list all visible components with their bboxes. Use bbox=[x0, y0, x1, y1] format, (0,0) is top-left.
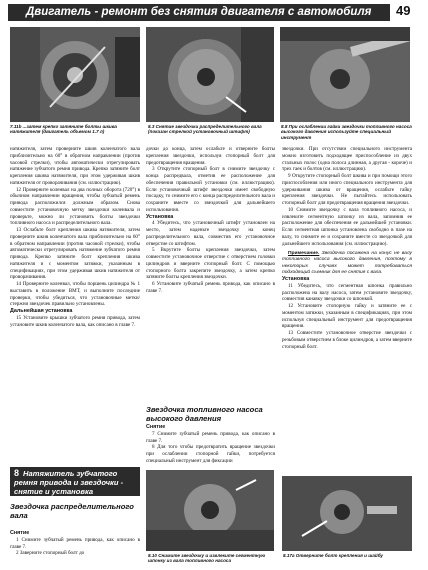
text-column-3 bbox=[282, 146, 412, 350]
figure-caption: 7.11b ...затем крепко затяните болты шкива натяжителя (двигатель объемом 1.7 л) bbox=[10, 124, 117, 135]
paragraph: 2 Заверните стопорный болт до bbox=[16, 550, 85, 557]
paragraph: 12 Установите стопорную гайку и затяните ее с моментом затяжки, указанным в спецификациях, при этом используя специальный инструмент для предотвращения вращения. bbox=[282, 303, 412, 330]
paragraph: звездочки. При отсутствии специального инструмента можно изготовить подходящее приспособление из двух стальных полос (одна полоса длинная, а другая - короче) и трех гаек и болтов (см. иллюстрацию). bbox=[282, 146, 412, 173]
paragraph: 10 Снимите звездочку с вала топливного насоса, и извлеките сегментную шпонку из вала, запомнив ее расположение для обеспечения ее дальнейшей установки. Если сегментная шпонка установлена свободно в пазе на валу, то снимите ее и сохраните вместе со звездочкой для дальнейшего использования (см. иллюстрацию). bbox=[282, 206, 412, 247]
paragraph: 14 Проверните коленвал, чтобы поршень цилиндра № 1 выставить в положение ВМТ, и выполните последние проверки, чтобы убедиться, что установочные метки/стержни звездочек правильно установлены. bbox=[10, 281, 140, 308]
paragraph: 15 Установите крышки зубчатого ремня привода, затем установите шкив коленчатого вала, как описано в главе 7. bbox=[10, 314, 140, 328]
engine-photo-pump-key bbox=[146, 470, 274, 551]
figure-caption: 8.17а Отверните болт крепления и шайбу bbox=[283, 553, 383, 558]
paragraph: 4 Убедитесь, что установочный штифт установлен на место, затем наденьте звездочку на конец распределительного вала, совместив его установочное отверстие со штифтом. bbox=[146, 220, 275, 247]
subheading: Установка bbox=[146, 213, 174, 220]
text-column-1 bbox=[10, 146, 140, 328]
figure-caption: 8.3 Снятие звездочки распределительного вала (показан стрелкой установочный штифт) bbox=[148, 124, 262, 135]
paragraph: 6 Установите зубчатый ремень привода, как описано в главе 7. bbox=[146, 281, 275, 294]
paragraph: 8 Для того чтобы предотвратить вращение звездочки при ослаблении стопорной гайки, потребуется специальный инструмент для фиксации bbox=[146, 444, 275, 464]
section-title: Натяжитель зубчатого ремня привода и звездочки - снятие и установка bbox=[14, 469, 124, 496]
paragraph: дочки до конца, затем ослабьте и отверните болты крепления звездочки, используя стопорный болт для предотвращения вращения. bbox=[146, 146, 275, 166]
paragraph: 3 Открутите стопорный болт в снимите звездочку с конца распредвала, отметив ее расположение для обеспечения правильной установки (см. иллюстрацию). Если установочный штифт звездочки имеет свободную посадку, то снимите его с конца распределительного вала и сохраните вместе со звездочкой для дальнейшего использования. bbox=[146, 166, 275, 213]
paragraph: 1 Снимите зубчатый ремень привода, как описано в главе 7. bbox=[10, 536, 140, 550]
section-heading-8 bbox=[10, 467, 140, 496]
page-header-title: Двигатель - ремонт без снятия двигателя с автомобиля bbox=[8, 4, 390, 21]
subsection-heading: Звездочка распределительного вала bbox=[10, 502, 134, 520]
paragraph: 9 Открутите стопорный болт шкива и при помощи этого приспособления или иного специального инструмента для удерживания шкива от вращения, ослабьте гайку крепления звездочки. Не пытайтесь использовать стопорный болт для предотвращения вращения звездочки. bbox=[282, 173, 412, 206]
section-number: 8 bbox=[14, 468, 20, 478]
engine-photo-pump-sprocket bbox=[280, 27, 410, 122]
page-number: 49 bbox=[396, 3, 411, 18]
engine-photo-tensioner bbox=[10, 27, 140, 122]
paragraph: 7 Снимите зубчатый ремень привода, как описано в главе 7. bbox=[146, 430, 275, 444]
paragraph: 12 Проверните коленвал на два полных оборота (720°) в обычном направлении вращения, чтобы зубчатый ремень привода расположился должным образом. Снова совместите установочную метку звездочки коленвала и проверьте, можно ли установить болты звездочки топливного насоса и распределительного вала. bbox=[10, 186, 140, 227]
paragraph: натяжителя, затем проверните шкив коленчатого вала приблизительно на 60° в обратном направлении (против часовой стрелки), чтобы автоматически отрегулировать натяжение зубчатого ремня привода. Крепко затяните болт крепления шкива натяжителя, при этом удерживая шкив натяжителя от проворачивания (см. иллюстрацию). bbox=[10, 146, 140, 186]
text-column-2-bottom bbox=[146, 424, 275, 465]
figure-caption: 8.8 При ослаблении гайки звездочки топливного насоса высокого давления используйте специальный инструмент bbox=[281, 124, 412, 140]
paragraph: 5 Вкрутите болты крепления звездочки, затем совместите установочное отверстие с отверстием головки цилиндров и вверните стопорный болт. С помощью стопорного болта закрепите звездочку, а затем крепко затяните болты крепления звездочки. bbox=[146, 247, 275, 281]
engine-photo-camshaft-sprocket bbox=[146, 27, 274, 122]
figure-caption: 8.10 Снимите звездочку и извлеките сегментную шпонку из вала топливного насоса bbox=[148, 553, 266, 564]
section-heading-pump: Звездочка топливного насоса высокого давления bbox=[146, 405, 263, 423]
subheading: Снятие bbox=[10, 530, 30, 536]
paragraph: 13 Ослабьте болт крепления шкива натяжителя, затем проверните шкив коленчатого вала приблизительно на 60° в обратном направлении (против часовой стрелки), чтобы автоматически отрегулировать натяжение зубчатого ремня привода. Крепко затяните болт крепления шкива натяжителя и с моментом затяжки, указанным в спецификациях, при этом удерживая шкив натяжителя от проворачивания. bbox=[10, 227, 140, 281]
note-label: Примечание. bbox=[288, 251, 320, 257]
note bbox=[282, 251, 412, 276]
subheading: Снятие bbox=[146, 424, 166, 430]
note-text: Звездочка посажена на конус не валу топливного насоса высокого давления, поэтому в некоторых случаях может потребоваться подходящий съемник для ее снятия с вала. bbox=[282, 251, 412, 275]
paragraph: 11 Убедитесь, что сегментная шпонка правильно расположена на валу насоса, затем установите звездочку, совместив канавку звездочки со шпонкой. bbox=[282, 282, 412, 303]
subheading: Дальнейшая установка bbox=[10, 308, 73, 314]
engine-photo-bolt-washer bbox=[282, 476, 412, 551]
paragraph: 13 Совместите установочное отверстие звездочки с резьбовым отверстием в блоке цилиндров, а затем вверните стопорный болт. bbox=[282, 330, 412, 350]
text-column-1-bottom bbox=[10, 530, 140, 557]
text-column-2 bbox=[146, 146, 275, 295]
subheading: Установка bbox=[282, 276, 310, 283]
